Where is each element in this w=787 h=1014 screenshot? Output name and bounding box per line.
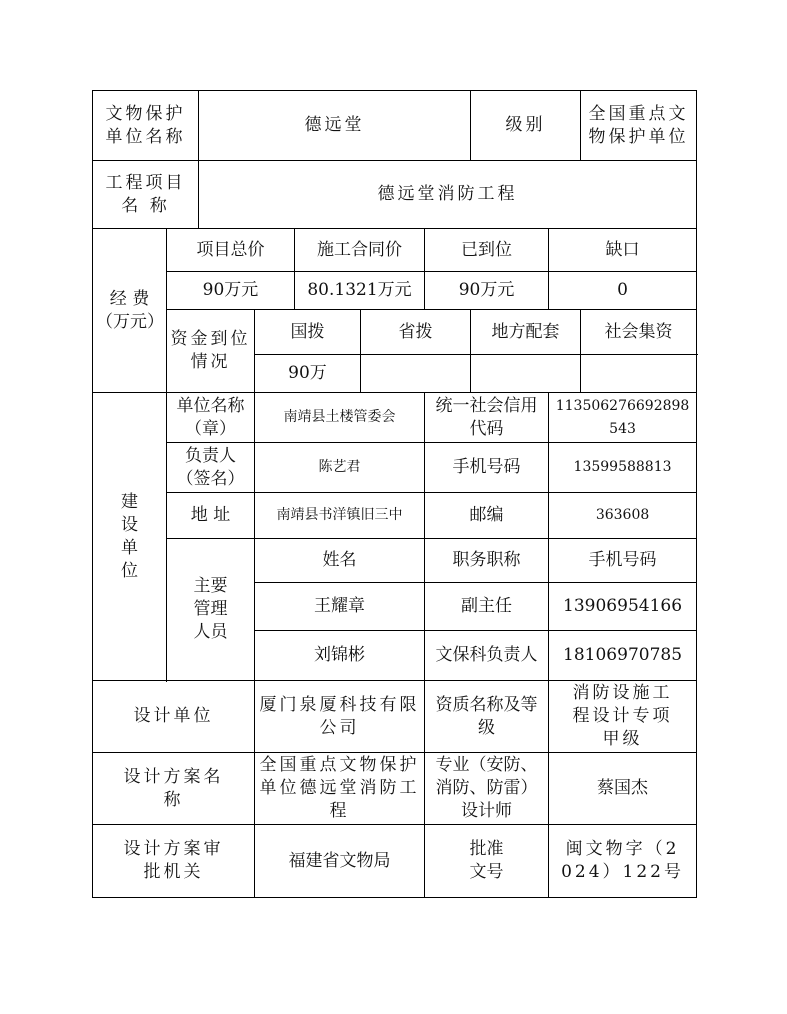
phone-label: 手机号码 (425, 443, 549, 493)
design-unit-value: 厦门泉厦科技有限公司 (255, 681, 425, 753)
funds-gap: 0 (549, 272, 697, 310)
staff-name: 王耀章 (255, 583, 425, 631)
staff-title: 文保科负责人 (425, 631, 549, 681)
scheme-value: 全国重点文物保护单位德远堂消防工程 (255, 753, 425, 825)
funds-label: 经 费（万元） (93, 229, 167, 393)
staff-header-title: 职务职称 (425, 539, 549, 583)
funds-arrival-label: 资金到位情况 (167, 310, 255, 393)
address-label: 地 址 (167, 493, 255, 539)
unit-name-value: 南靖县土楼管委会 (255, 393, 425, 443)
funds-header-arrived: 已到位 (425, 229, 549, 272)
arrival-header-province: 省拨 (361, 310, 471, 355)
level-label: 级别 (471, 91, 581, 161)
staff-name: 刘锦彬 (255, 631, 425, 681)
funds-header-gap: 缺口 (549, 229, 697, 272)
arrival-national: 90万 (255, 355, 361, 393)
arrival-province (361, 355, 471, 393)
designer-label: 专业（安防、消防、防雷）设计师 (425, 753, 549, 825)
designer-value: 蔡国杰 (549, 753, 697, 825)
leader-value: 陈艺君 (255, 443, 425, 493)
staff-phone: 18106970785 (549, 631, 697, 681)
staff-header-name: 姓名 (255, 539, 425, 583)
qualification-label: 资质名称及等级 (425, 681, 549, 753)
funds-arrived: 90万元 (425, 272, 549, 310)
funds-contract: 80.1321万元 (295, 272, 425, 310)
staff-phone: 13906954166 (549, 583, 697, 631)
protection-unit-label: 文物保护单位名称 (93, 91, 199, 161)
arrival-header-social: 社会集资 (581, 310, 697, 355)
staff-label: 主要管理人员 (167, 539, 255, 681)
funds-header-total: 项目总价 (167, 229, 295, 272)
level-value: 全国重点文物保护单位 (581, 91, 697, 161)
protection-unit-value: 德远堂 (199, 91, 471, 161)
phone-value: 13599588813 (549, 443, 697, 493)
scheme-label: 设计方案名称 (93, 753, 255, 825)
arrival-social (581, 355, 697, 393)
unit-name-label: 单位名称（章） (167, 393, 255, 443)
design-unit-label: 设计单位 (93, 681, 255, 753)
address-value: 南靖县书洋镇旧三中 (255, 493, 425, 539)
staff-title: 副主任 (425, 583, 549, 631)
project-info-form (92, 90, 697, 898)
doc-no-value: 闽文物字（2024）122号 (549, 825, 697, 898)
postcode-value: 363608 (549, 493, 697, 539)
staff-header-phone: 手机号码 (549, 539, 697, 583)
project-label: 工程项目名 称 (93, 161, 199, 229)
arrival-header-local: 地方配套 (471, 310, 581, 355)
credit-code-label: 统一社会信用代码 (425, 393, 549, 443)
approval-org: 福建省文物局 (255, 825, 425, 898)
project-value: 德远堂消防工程 (199, 161, 697, 229)
arrival-local (471, 355, 581, 393)
arrival-header-national: 国拨 (255, 310, 361, 355)
builder-label: 建设单位 (93, 393, 167, 681)
credit-code-value: 113506276692898543 (549, 393, 697, 443)
approval-label: 设计方案审批机关 (93, 825, 255, 898)
doc-no-label: 批准文号 (425, 825, 549, 898)
postcode-label: 邮编 (425, 493, 549, 539)
leader-label: 负责人（签名） (167, 443, 255, 493)
funds-header-contract: 施工合同价 (295, 229, 425, 272)
qualification-value: 消防设施工程设计专项甲级 (549, 681, 697, 753)
funds-total: 90万元 (167, 272, 295, 310)
